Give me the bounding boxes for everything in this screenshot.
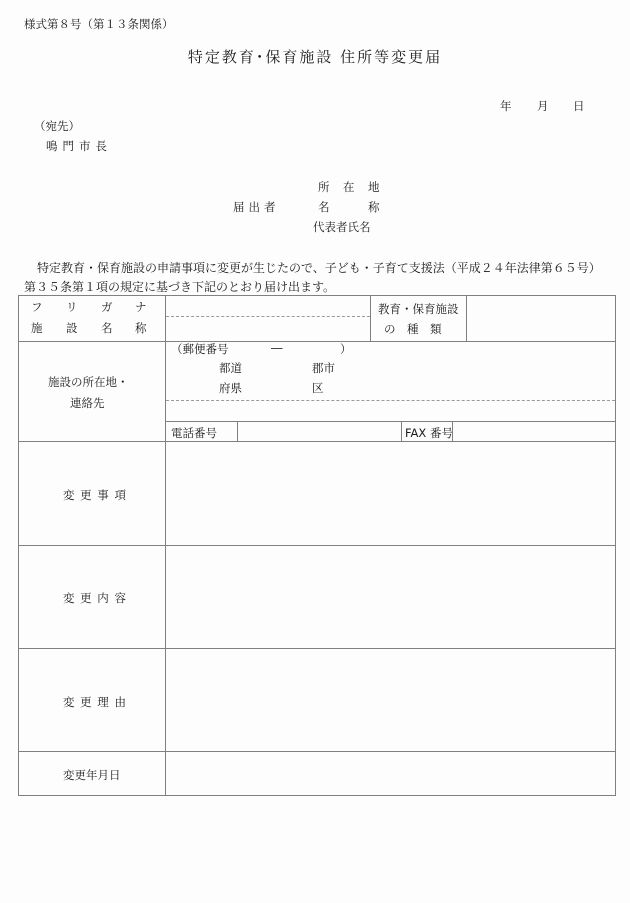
column-divider [370, 295, 371, 341]
city-label-1: 郡市 [312, 361, 335, 375]
applicant-address-label: 所 在 地 [318, 180, 381, 194]
fax-input[interactable] [453, 422, 615, 441]
facility-name-label-1: 施 [31, 321, 43, 335]
date-year-label: 年 [500, 99, 512, 113]
table-border-bottom [18, 795, 616, 796]
facility-type-input[interactable] [467, 296, 615, 341]
furigana-label-2: リ [66, 300, 78, 314]
intro-line-2: 第３５条第１項の規定に基づき下記のとおり届け出ます。 [24, 280, 336, 294]
furigana-input[interactable] [166, 296, 370, 316]
addressee-label: （宛先） [34, 119, 80, 133]
facility-name-input[interactable] [166, 317, 370, 341]
facility-name-label-4: 称 [135, 321, 147, 335]
applicant-label: 届出者 [233, 200, 280, 214]
change-content-label: 変 更 内 容 [63, 591, 127, 605]
change-item-input[interactable] [166, 442, 615, 545]
location-label-1: 施設の所在地・ [48, 375, 129, 389]
postal-code-dash: ― [271, 341, 283, 355]
prefecture-label-1: 都道 [219, 361, 242, 375]
phone-label: 電話番号 [171, 426, 217, 440]
change-date-input[interactable] [166, 752, 615, 795]
change-reason-label: 変 更 理 由 [63, 695, 127, 709]
date-month-label: 月 [537, 99, 549, 113]
facility-type-label-2: の 種 類 [384, 322, 442, 336]
change-content-input[interactable] [166, 546, 615, 648]
change-reason-input[interactable] [166, 649, 615, 751]
location-label-2: 連絡先 [70, 396, 105, 410]
form-number: 様式第８号（第１３条関係） [24, 17, 174, 31]
intro-line-1: 特定教育・保育施設の申請事項に変更が生じたので、子ども・子育て支援法（平成２４年法律第６５号） [37, 261, 601, 275]
postal-code-label: （郵便番号 [171, 342, 229, 356]
furigana-label-3: ガ [101, 300, 113, 314]
furigana-label-4: ナ [135, 300, 147, 314]
facility-type-label-1: 教育・保育施設 [378, 302, 459, 316]
change-date-label: 変更年月日 [63, 768, 121, 782]
fax-label: FAX 番号 [405, 426, 453, 440]
page-title: 特定教育･保育施設 住所等変更届 [187, 48, 443, 66]
date-day-label: 日 [573, 99, 585, 113]
row-divider [18, 341, 616, 342]
column-divider [401, 421, 402, 441]
phone-input[interactable] [238, 422, 401, 441]
prefecture-label-2: 府県 [219, 381, 242, 395]
table-border-right [615, 295, 616, 796]
postal-code-close: ） [340, 342, 352, 356]
representative-label: 代表者氏名 [313, 220, 371, 234]
facility-name-label-2: 設 [66, 321, 78, 335]
facility-name-label-3: 名 [101, 321, 113, 335]
city-label-2: 区 [312, 381, 324, 395]
applicant-name-label: 名 称 [318, 200, 381, 214]
address-input[interactable] [166, 401, 615, 421]
recipient-name: 鳴門市長 [46, 139, 112, 153]
change-item-label: 変 更 事 項 [63, 488, 127, 502]
furigana-label-1: フ [31, 300, 43, 314]
table-border-left [18, 295, 19, 796]
